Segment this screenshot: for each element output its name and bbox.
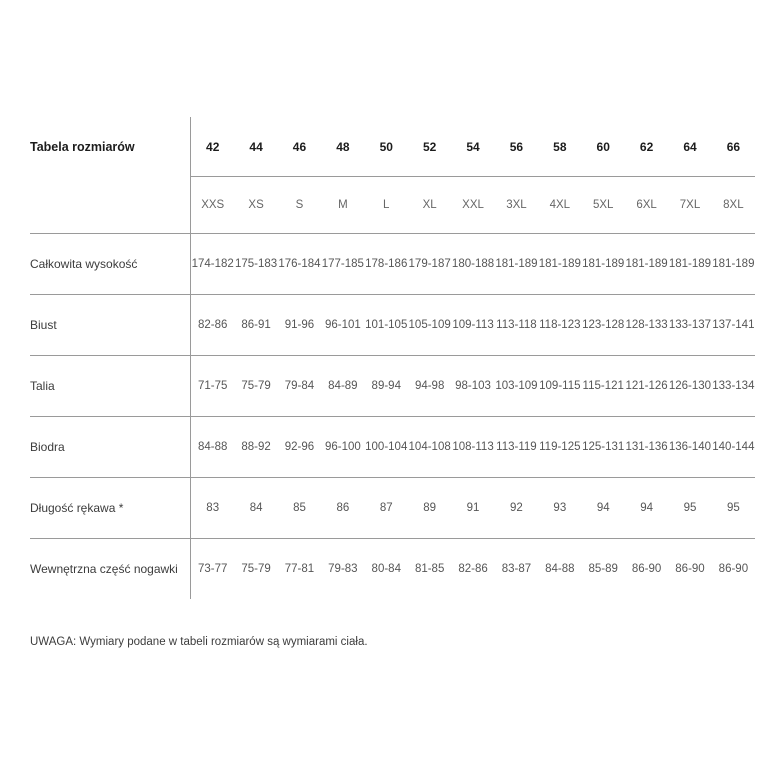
- value-cell: 89: [423, 502, 437, 514]
- value-cell: 181-189: [495, 258, 538, 270]
- value-cell: 73-77: [197, 563, 228, 575]
- value-cell: 71-75: [197, 380, 228, 392]
- table-row: [30, 416, 755, 477]
- letter-size-cell: 4XL: [549, 199, 571, 211]
- value-cell: 86-90: [631, 563, 662, 575]
- value-cell: 92-96: [284, 441, 315, 453]
- value-cell: 81-85: [414, 563, 445, 575]
- value-cell: 181-189: [625, 258, 668, 270]
- size-table-header-row: [30, 117, 755, 176]
- value-cell: 85-89: [588, 563, 618, 575]
- numeric-size-cell: 66: [726, 139, 741, 154]
- value-cell: 95: [683, 502, 697, 514]
- letter-size-header-cells: [190, 176, 755, 233]
- value-cell: 94-98: [414, 380, 445, 392]
- value-cell: 87: [379, 502, 393, 514]
- table-row: [30, 355, 755, 416]
- row-cells: [190, 417, 755, 477]
- value-cell: 86: [336, 502, 350, 514]
- value-cell: 121-126: [625, 380, 668, 392]
- numeric-size-cell: 52: [422, 139, 437, 154]
- value-cell: 109-113: [452, 319, 494, 331]
- value-cell: 94: [596, 502, 610, 514]
- numeric-size-cell: 54: [466, 139, 480, 154]
- numeric-size-cell: 60: [596, 139, 610, 154]
- value-cell: 113-118: [496, 319, 537, 331]
- numeric-size-cell: 50: [379, 139, 393, 154]
- value-cell: 84: [249, 502, 263, 514]
- letter-size-cell: 5XL: [592, 199, 614, 211]
- value-cell: 92: [510, 502, 523, 514]
- value-cell: 79-84: [284, 380, 315, 392]
- value-cell: 88-92: [241, 441, 271, 453]
- value-cell: 177-185: [321, 258, 364, 270]
- value-cell: 109-115: [539, 380, 581, 392]
- value-cell: 115-121: [582, 380, 624, 392]
- letter-size-cell: 8XL: [723, 199, 744, 211]
- size-table: [30, 117, 755, 599]
- value-cell: 96-101: [324, 319, 361, 331]
- numeric-size-cell: 44: [249, 139, 263, 154]
- value-cell: 91: [466, 502, 480, 514]
- letter-size-cell: XXS: [201, 199, 225, 211]
- table-row: [30, 294, 755, 355]
- empty-label-cell: [30, 176, 190, 233]
- value-cell: 105-109: [408, 319, 451, 331]
- letter-size-cell: S: [295, 199, 304, 211]
- letter-size-cell: XS: [248, 199, 264, 211]
- value-cell: 174-182: [191, 258, 234, 270]
- value-cell: 84-88: [197, 441, 228, 453]
- value-cell: 119-125: [539, 441, 581, 453]
- value-cell: 94: [640, 502, 653, 514]
- row-cells: [190, 478, 755, 538]
- numeric-size-cell: 46: [292, 139, 307, 154]
- value-cell: 140-144: [712, 441, 755, 453]
- row-cells: [190, 539, 755, 599]
- value-cell: 118-123: [539, 319, 581, 331]
- value-cell: 181-189: [538, 258, 581, 270]
- value-cell: 96-100: [324, 441, 361, 453]
- value-cell: 136-140: [668, 441, 712, 453]
- value-cell: 179-187: [408, 258, 451, 270]
- value-cell: 113-119: [496, 441, 537, 453]
- row-label: Talia: [30, 379, 55, 393]
- letter-size-cell: 3XL: [506, 199, 527, 211]
- value-cell: 104-108: [408, 441, 451, 453]
- row-label: Biust: [30, 318, 57, 332]
- row-label: Całkowita wysokość: [30, 257, 138, 271]
- row-label: Biodra: [30, 440, 65, 454]
- table-row: [30, 477, 755, 538]
- value-cell: 83-87: [501, 563, 532, 575]
- row-cells: [190, 295, 755, 355]
- value-cell: 84-89: [328, 380, 358, 392]
- letter-size-cell: 7XL: [679, 199, 701, 211]
- value-cell: 86-90: [718, 563, 749, 575]
- value-cell: 91-96: [284, 319, 315, 331]
- value-cell: 95: [726, 502, 740, 514]
- value-cell: 181-189: [712, 258, 755, 270]
- letter-size-cell: XXL: [462, 199, 484, 211]
- value-cell: 93: [553, 502, 567, 514]
- letter-size-cell: L: [383, 199, 390, 211]
- value-cell: 79-83: [328, 563, 358, 575]
- value-cell: 85: [293, 502, 306, 514]
- table-title: Tabela rozmiarów: [30, 139, 135, 154]
- value-cell: 101-105: [365, 319, 408, 331]
- value-cell: 84-88: [545, 563, 575, 575]
- numeric-size-cell: 62: [639, 139, 654, 154]
- size-note: UWAGA: Wymiary podane w tabeli rozmiarów są wymiarami ciała.: [30, 636, 368, 648]
- value-cell: 75-79: [241, 380, 271, 392]
- value-cell: 126-130: [668, 380, 712, 392]
- value-cell: 180-188: [451, 258, 495, 270]
- letter-size-cell: M: [338, 199, 348, 211]
- value-cell: 133-137: [668, 319, 712, 331]
- value-cell: 75-79: [241, 563, 271, 575]
- row-cells: [190, 356, 755, 416]
- value-cell: 131-136: [625, 441, 668, 453]
- value-cell: 100-104: [365, 441, 408, 453]
- value-cell: 137-141: [712, 319, 755, 331]
- numeric-size-cell: 48: [336, 139, 350, 154]
- value-cell: 125-131: [582, 441, 625, 453]
- size-table-subheader-row: [30, 176, 755, 233]
- table-row: [30, 538, 755, 599]
- numeric-size-cell: 64: [683, 139, 697, 154]
- table-row: [30, 233, 755, 294]
- value-cell: 83: [206, 502, 220, 514]
- value-cell: 103-109: [495, 380, 538, 392]
- value-cell: 98-103: [455, 380, 491, 392]
- row-label: Wewnętrzna część nogawki: [30, 562, 178, 576]
- value-cell: 181-189: [582, 258, 625, 270]
- value-cell: 86-91: [241, 319, 271, 331]
- value-cell: 133-134: [712, 380, 755, 392]
- numeric-size-cell: 42: [206, 139, 220, 154]
- numeric-size-header-cells: [190, 117, 755, 176]
- size-table-body: [30, 233, 755, 599]
- value-cell: 80-84: [371, 563, 401, 575]
- value-cell: 82-86: [458, 563, 488, 575]
- value-cell: 82-86: [197, 319, 228, 331]
- value-cell: 175-183: [234, 258, 278, 270]
- value-cell: 89-94: [371, 380, 401, 392]
- row-label: Długość rękawa *: [30, 501, 124, 515]
- numeric-size-cell: 58: [553, 139, 567, 154]
- value-cell: 128-133: [625, 319, 668, 331]
- letter-size-cell: 6XL: [636, 199, 657, 211]
- value-cell: 123-128: [582, 319, 625, 331]
- numeric-size-cell: 56: [509, 139, 524, 154]
- row-cells: [190, 234, 755, 294]
- value-cell: 77-81: [284, 563, 315, 575]
- value-cell: 108-113: [452, 441, 494, 453]
- value-cell: 178-186: [365, 258, 408, 270]
- value-cell: 181-189: [668, 258, 712, 270]
- value-cell: 176-184: [278, 258, 321, 270]
- letter-size-cell: XL: [422, 199, 437, 211]
- value-cell: 86-90: [675, 563, 705, 575]
